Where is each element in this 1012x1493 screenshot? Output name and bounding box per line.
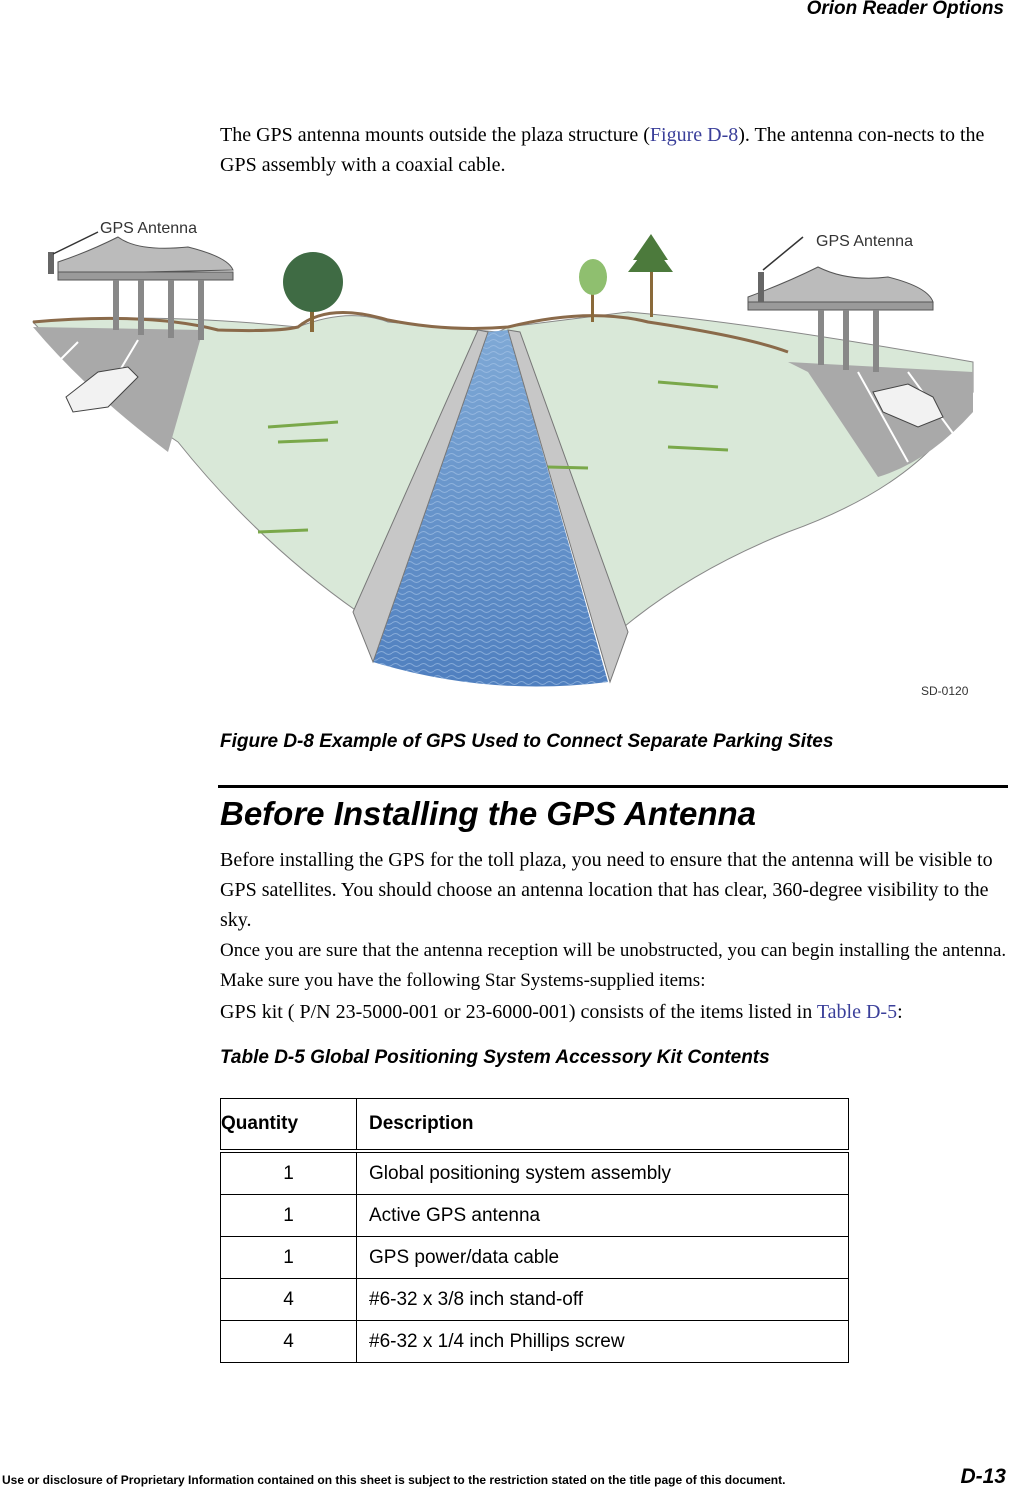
figure-link[interactable]: Figure D-8	[649, 124, 739, 146]
paragraph-kit	[220, 997, 1010, 1027]
kit-contents-table	[220, 1098, 849, 1363]
gps-antenna-label-right: GPS Antenna	[816, 233, 913, 250]
table-link[interactable]: Table D-5	[816, 1001, 898, 1023]
header-quantity: Quantity	[221, 1099, 357, 1152]
figure-caption: Figure D-8 Example of GPS Used to Connect Separate Parking Sites	[220, 731, 834, 752]
table-row	[221, 1151, 849, 1195]
cell-quantity: 4	[221, 1279, 357, 1321]
cell-description: #6-32 x 1/4 inch Phillips screw	[357, 1321, 849, 1363]
gps-parking-illustration	[28, 212, 978, 702]
kit-text-before: GPS kit ( P/N 23-5000-001 or 23-6000-001) consists of the items listed in	[220, 1001, 817, 1023]
kit-text-after: :	[897, 1001, 903, 1023]
tree-small	[579, 259, 607, 322]
page-number: D-13	[960, 1465, 1006, 1488]
table-row	[221, 1279, 849, 1321]
proprietary-notice: Use or disclosure of Proprietary Information contained on this sheet is subject to the restriction stated on the title page of this document.	[2, 1473, 786, 1487]
cell-description: Active GPS antenna	[357, 1195, 849, 1237]
gps-antenna-label-left: GPS Antenna	[100, 220, 197, 237]
table-caption: Table D-5 Global Positioning System Accessory Kit Contents	[220, 1047, 770, 1068]
paragraph-items: Once you are sure that the antenna reception will be unobstructed, you can begin installing the antenna. Make sure you have the following Star Systems-supplied items:	[220, 940, 1007, 991]
table-row	[221, 1195, 849, 1237]
intro-paragraph	[220, 120, 1000, 180]
cell-quantity: 1	[221, 1237, 357, 1279]
section-rule	[218, 785, 1008, 788]
section-title: Before Installing the GPS Antenna	[220, 795, 757, 832]
header-description: Description	[357, 1099, 849, 1152]
cell-description: Global positioning system assembly	[357, 1151, 849, 1195]
cell-quantity: 1	[221, 1151, 357, 1195]
figure-code: SD-0120	[921, 684, 969, 698]
cell-quantity: 1	[221, 1195, 357, 1237]
table-header-row	[221, 1099, 849, 1152]
intro-text-after: ). The antenna con-nects to the GPS assembly with a coaxial cable.	[220, 124, 985, 176]
antenna-leader-right	[763, 237, 803, 270]
cell-quantity: 4	[221, 1321, 357, 1363]
cell-description: #6-32 x 3/8 inch stand-off	[357, 1279, 849, 1321]
running-header: Orion Reader Options	[806, 0, 1004, 19]
cell-description: GPS power/data cable	[357, 1237, 849, 1279]
table-row	[221, 1237, 849, 1279]
intro-text-before: The GPS antenna mounts outside the plaza structure (	[220, 124, 650, 146]
paragraph-visibility: Before installing the GPS for the toll plaza, you need to ensure that the antenna will be visible to GPS satellites. You should choose an antenna location that has clear, 360-degree visibility to the sky.	[220, 849, 993, 931]
table-row	[221, 1321, 849, 1363]
tree-pine	[628, 234, 673, 317]
